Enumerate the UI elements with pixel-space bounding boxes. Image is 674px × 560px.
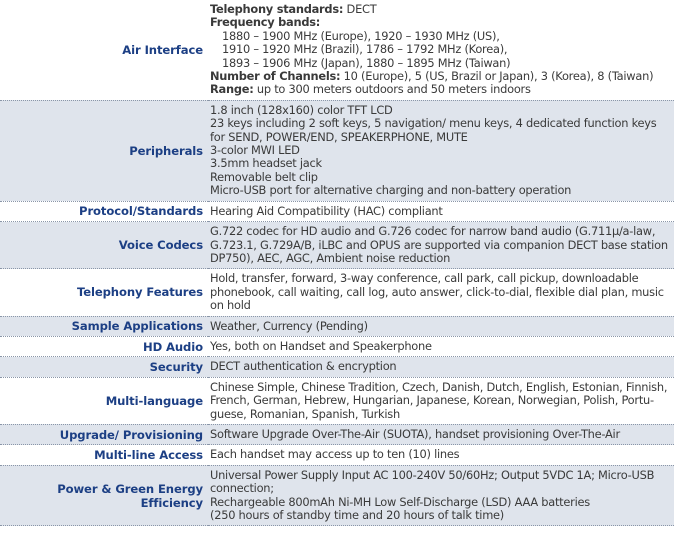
spec-text: Chinese Simple, Chinese Tradition, Czech, Danish, Dutch, English, Estonian, Finnish, <box>210 379 668 394</box>
spec-label: Telephony Features <box>0 269 208 316</box>
spec-value-line <box>210 30 670 43</box>
spec-text: (250 hours of standby time and 20 hours of talk time) <box>210 508 504 522</box>
spec-text: Software Upgrade Over-The-Air (SUOTA), handset provisioning Over-The-Air <box>210 426 620 441</box>
spec-value <box>208 0 674 100</box>
spec-text: DECT authentication & encryption <box>210 359 397 374</box>
spec-value-line <box>210 448 670 461</box>
spec-value <box>208 336 674 356</box>
spec-value <box>208 357 674 377</box>
spec-label: Air Interface <box>0 0 208 100</box>
spec-value <box>208 445 674 465</box>
spec-row <box>0 377 674 424</box>
spec-text: Universal Power Supply Input AC 100-240V 50/60Hz; Output 5VDC 1A; Micro-USB <box>210 467 655 482</box>
spec-key: Number of Channels: <box>210 69 341 84</box>
spec-value <box>208 424 674 444</box>
spec-label: Protocol/Standards <box>0 201 208 221</box>
spec-text: French, German, Hebrew, Hungarian, Japanese, Korean, Norwegian, Polish, Portu- <box>210 393 654 408</box>
spec-text: Rechargeable 800mAh Ni-MH Low Self-Discharge (LSD) AAA batteries <box>210 494 590 509</box>
spec-value-line <box>210 104 670 117</box>
spec-value-line <box>210 157 670 170</box>
spec-row <box>0 269 674 316</box>
spec-value-line <box>210 381 670 394</box>
spec-text: 1910 – 1920 MHz (Brazil), 1786 – 1792 MHz (Korea), <box>222 42 508 57</box>
spec-value-line <box>210 225 670 238</box>
spec-text: 23 keys including 2 soft keys, 5 navigation/ menu keys, 4 dedicated function keys <box>210 116 657 131</box>
spec-text: 3-color MWI LED <box>210 143 300 158</box>
spec-value <box>208 465 674 526</box>
spec-value-line <box>210 57 670 70</box>
spec-text: phonebook, call waiting, call log, auto answer, click-to-dial, flexible dial plan, music <box>210 284 664 299</box>
spec-value-line <box>210 408 670 421</box>
spec-value-line <box>210 3 670 16</box>
spec-text: Hold, transfer, forward, 3-way conference, call park, call pickup, downloadable <box>210 271 639 286</box>
spec-value <box>208 377 674 424</box>
spec-row <box>0 336 674 356</box>
spec-label: Sample Applications <box>0 316 208 336</box>
spec-label: Multi-line Access <box>0 445 208 465</box>
spec-value-line <box>210 272 670 285</box>
spec-text: 1.8 inch (128x160) color TFT LCD <box>210 102 393 117</box>
spec-value <box>208 269 674 316</box>
spec-text: 10 (Europe), 5 (US, Brazil or Japan), 3 (Korea), 8 (Taiwan) <box>340 69 654 84</box>
spec-label: Peripherals <box>0 100 208 201</box>
spec-text: Yes, both on Handset and Speakerphone <box>210 338 432 353</box>
spec-row <box>0 357 674 377</box>
spec-row <box>0 424 674 444</box>
spec-value-line <box>210 286 670 299</box>
spec-text: 3.5mm headset jack <box>210 156 322 171</box>
spec-row <box>0 201 674 221</box>
spec-value-line <box>210 469 670 482</box>
spec-value-line <box>210 117 670 130</box>
spec-value-line <box>210 83 670 96</box>
spec-value-line <box>210 70 670 83</box>
spec-value-line <box>210 184 670 197</box>
spec-value-line <box>210 171 670 184</box>
spec-text: DECT <box>343 2 377 16</box>
spec-key: Telephony standards: <box>210 2 344 16</box>
spec-text: 1880 – 1900 MHz (Europe), 1920 – 1930 MHz (US), <box>222 28 500 43</box>
spec-value-line <box>210 496 670 509</box>
spec-value-line <box>210 394 670 407</box>
spec-text: guese, Romanian, Spanish, Turkish <box>210 406 400 421</box>
spec-row <box>0 465 674 526</box>
spec-value <box>208 222 674 269</box>
spec-label: Security <box>0 357 208 377</box>
spec-value <box>208 316 674 336</box>
spec-text: connection; <box>210 481 274 496</box>
spec-value-line <box>210 360 670 373</box>
spec-text: G.722 codec for HD audio and G.726 codec for narrow band audio (G.711µ/a-law, <box>210 224 656 239</box>
spec-value-line <box>210 509 670 522</box>
spec-value-line <box>210 239 670 252</box>
spec-value <box>208 100 674 201</box>
spec-text: on hold <box>210 298 251 313</box>
spec-value-line <box>210 144 670 157</box>
spec-value-line <box>210 320 670 333</box>
spec-value-line <box>210 131 670 144</box>
spec-text: Each handset may access up to ten (10) lines <box>210 447 460 462</box>
spec-value-line <box>210 482 670 495</box>
spec-text: for SEND, POWER/END, SPEAKERPHONE, MUTE <box>210 129 468 144</box>
spec-row <box>0 445 674 465</box>
spec-text: Hearing Aid Compatibility (HAC) compliant <box>210 203 443 218</box>
spec-label: HD Audio <box>0 336 208 356</box>
spec-row <box>0 316 674 336</box>
spec-value-line <box>210 43 670 56</box>
spec-label: Power & Green Energy Efficiency <box>0 465 208 526</box>
spec-value-line <box>210 340 670 353</box>
spec-value-line <box>210 16 670 29</box>
spec-key: Range: <box>210 82 254 97</box>
spec-row <box>0 222 674 269</box>
spec-label: Multi-language <box>0 377 208 424</box>
spec-text: Removable belt clip <box>210 169 318 184</box>
spec-row <box>0 100 674 201</box>
spec-value-line <box>210 299 670 312</box>
spec-text: G.723.1, G.729A/B, iLBC and OPUS are supported via companion DECT base station <box>210 237 668 252</box>
spec-key: Frequency bands: <box>210 15 321 30</box>
spec-text: Micro-USB port for alternative charging and non-battery operation <box>210 183 572 198</box>
spec-text: Weather, Currency (Pending) <box>210 318 368 333</box>
spec-text: 1893 – 1906 MHz (Japan), 1880 – 1895 MHz (Taiwan) <box>222 55 511 70</box>
spec-row <box>0 0 674 100</box>
spec-value-line <box>210 428 670 441</box>
spec-value <box>208 201 674 221</box>
spec-value-line <box>210 252 670 265</box>
spec-text: DP750), AEC, AGC, Ambient noise reduction <box>210 250 451 265</box>
spec-value-line <box>210 205 670 218</box>
spec-label: Upgrade/ Provisioning <box>0 424 208 444</box>
spec-text: up to 300 meters outdoors and 50 meters indoors <box>253 82 531 97</box>
spec-label: Voice Codecs <box>0 222 208 269</box>
